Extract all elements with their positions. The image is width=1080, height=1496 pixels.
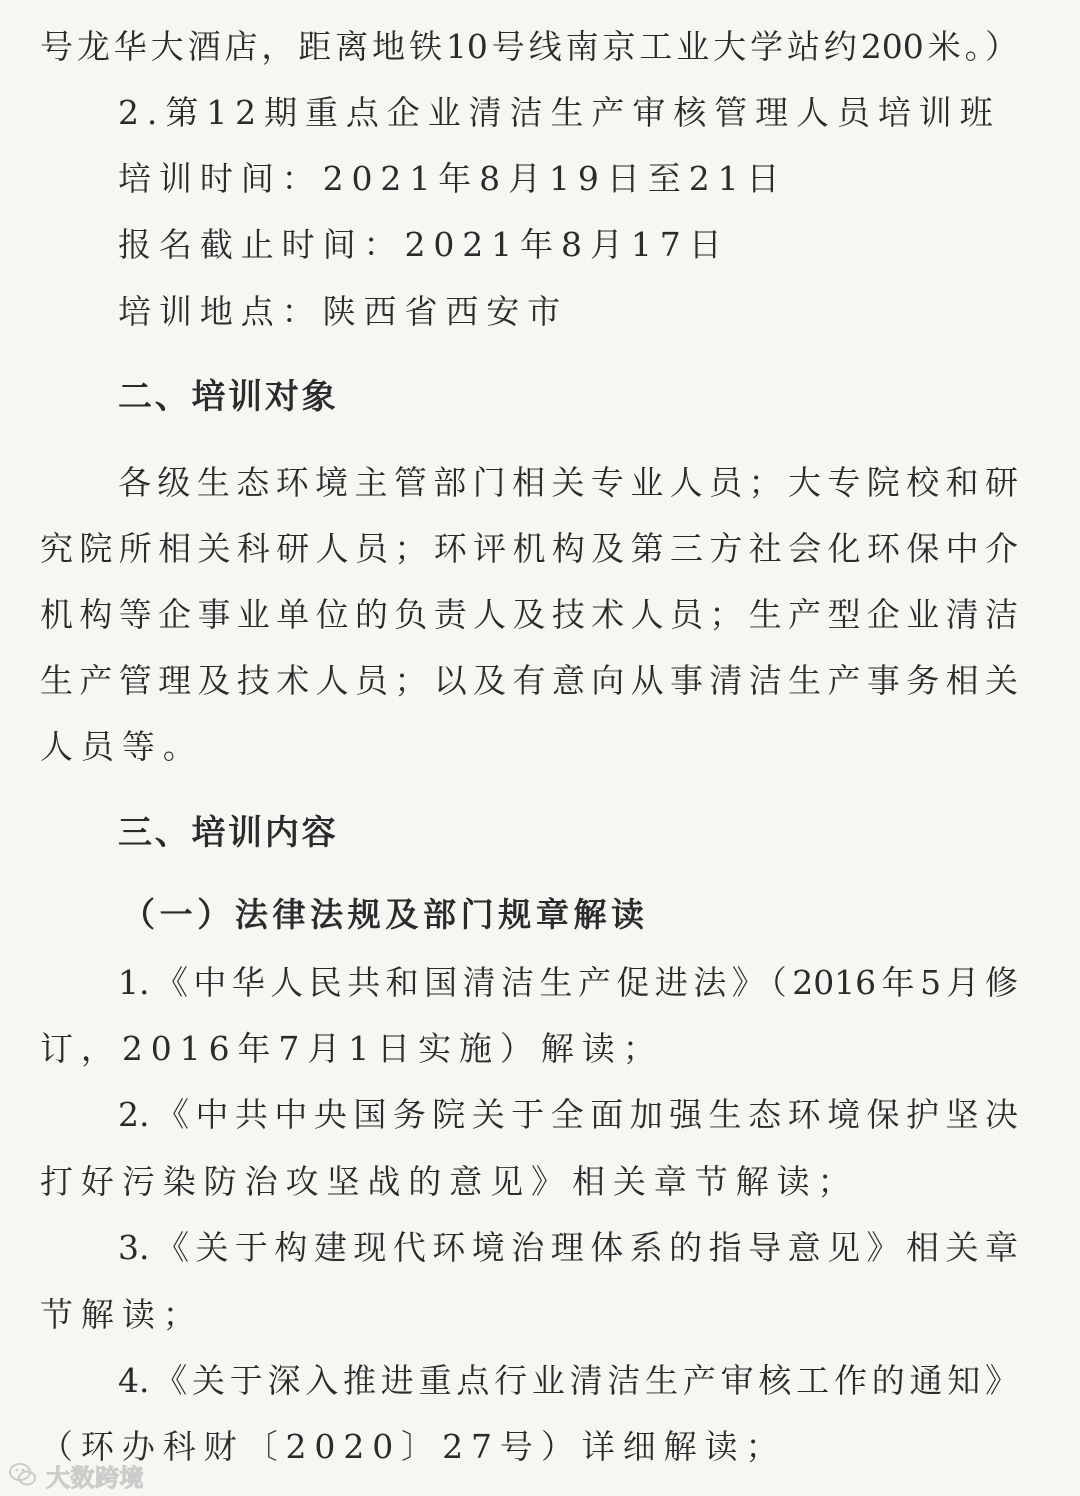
list-item: 4.《关于深入推进重点行业清洁生产审核工作的通知》	[118, 1361, 1018, 1400]
document-line: 培训时间：2021年8月19日至21日	[118, 159, 788, 198]
list-item: 节解读；	[40, 1295, 204, 1334]
paragraph-line: 机构等企事业单位的负责人及技术人员；生产型企业清洁	[40, 595, 1018, 634]
document-line: 2.第12期重点企业清洁生产审核管理人员培训班	[118, 93, 1001, 132]
document-line: 号龙华大酒店，距离地铁10号线南京工业大学站约200米。）	[40, 27, 1018, 66]
section-heading: 三、培训内容	[118, 813, 339, 853]
paragraph-line: 究院所相关科研人员；环评机构及第三方社会化环保中介	[40, 529, 1018, 568]
list-item: 2.《中共中央国务院关于全面加强生态环境保护坚决	[118, 1095, 1018, 1134]
list-item: （环办科财〔2020〕27号）详细解读；	[40, 1427, 787, 1466]
watermark-text: 大数跨境	[46, 1463, 144, 1492]
list-item: 1.《中华人民共和国清洁生产促进法》（2016年5月修	[118, 963, 1018, 1002]
section-heading: 二、培训对象	[118, 377, 339, 417]
document-line: 报名截止时间：2021年8月17日	[118, 225, 730, 264]
list-item: 3.《关于构建现代环境治理体系的指导意见》相关章	[118, 1228, 1018, 1267]
watermark	[8, 1460, 144, 1490]
document-line: 培训地点：陕西省西安市	[118, 292, 569, 331]
paragraph-line: 人员等。	[40, 727, 204, 766]
list-item: 打好污染防治攻坚战的意见》相关章节解读；	[40, 1162, 859, 1201]
list-item: 订，2016年7月1日实施）解读；	[40, 1029, 664, 1068]
paragraph-line: 生产管理及技术人员；以及有意向从事清洁生产事务相关	[40, 661, 1018, 700]
paragraph-line: 各级生态环境主管部门相关专业人员；大专院校和研	[118, 463, 1018, 502]
subsection-heading: （一）法律法规及部门规章解读	[122, 895, 649, 934]
wechat-logo-icon	[8, 1460, 38, 1490]
